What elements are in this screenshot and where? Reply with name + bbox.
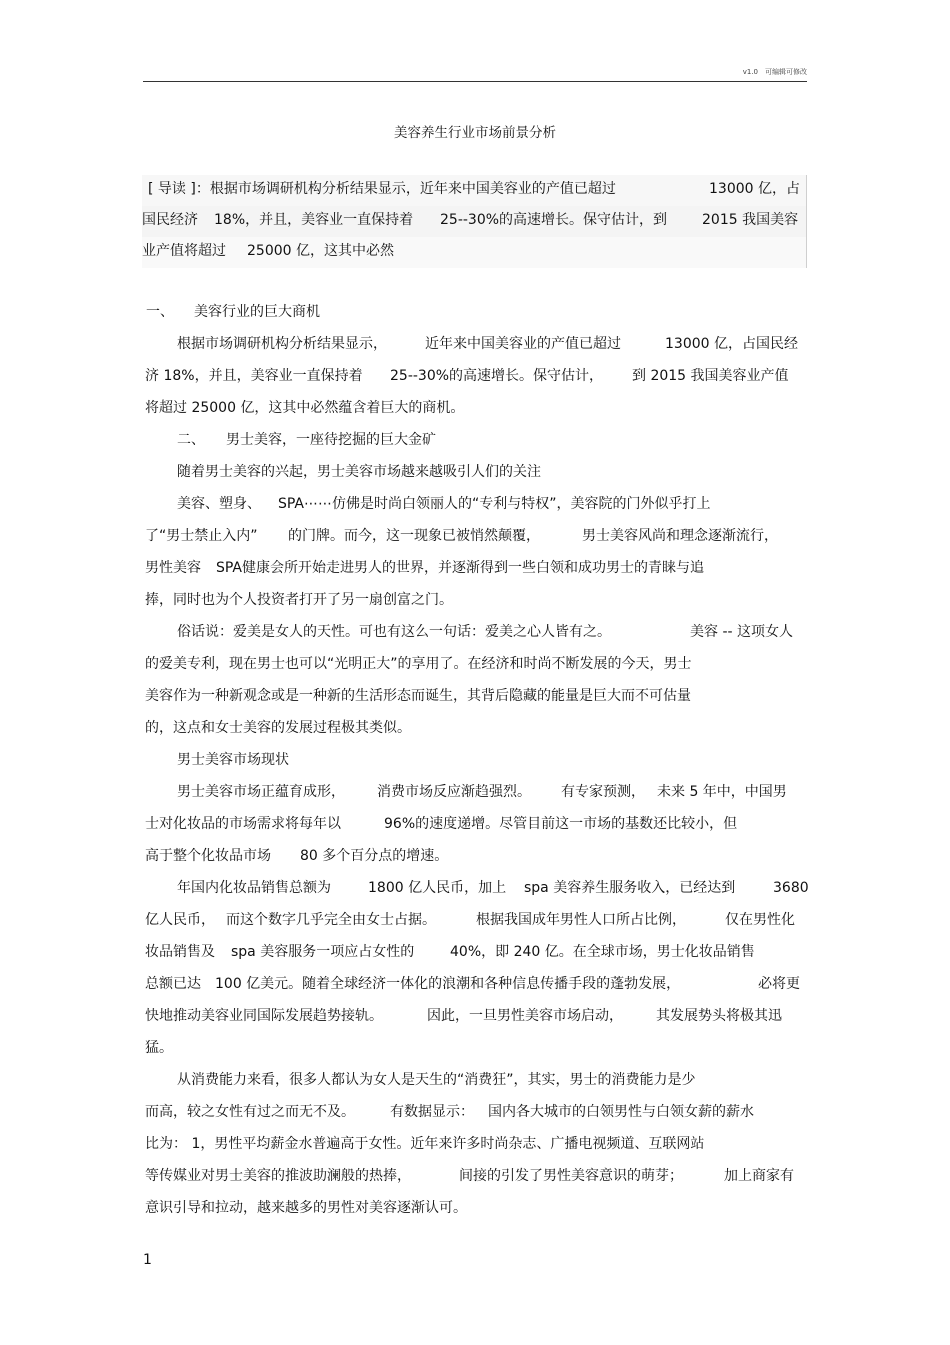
lead-text: 25--30%的高速增长。保守估计，到 bbox=[440, 212, 668, 228]
body-text: 到 2015 我国美容业产值 bbox=[632, 368, 789, 384]
body-text: 年国内化妆品销售总额为 bbox=[177, 880, 331, 896]
body-text: 的爱美专利，现在男士也可以“光明正大”的享用了。在经济和时尚不断发展的今天，男士 bbox=[145, 656, 692, 672]
body-text: 根据我国成年男性人口所占比例， bbox=[476, 912, 686, 928]
body-text: 俗话说：爱美是女人的天性。可也有这么一句话：爱美之心人皆有之。 bbox=[177, 624, 611, 640]
body-text: 亿人民币， bbox=[145, 912, 215, 928]
body-text: 25--30%的高速增长。保守估计， bbox=[390, 368, 604, 384]
body-text: 消费市场反应渐趋强烈。 bbox=[377, 784, 531, 800]
body-text: 士对化妆品的市场需求将每年以 bbox=[145, 816, 341, 832]
body-text: 猛。 bbox=[145, 1040, 173, 1056]
body-text: 捧，同时也为个人投资者打开了另一扇创富之门。 bbox=[145, 592, 453, 608]
lead-text: 业产值将超过 bbox=[142, 243, 226, 259]
body-text: 因此，一旦男性美容市场启动， bbox=[427, 1008, 623, 1024]
body-text: 13000 亿，占国民经 bbox=[665, 336, 798, 352]
body-text: 等传媒业对男士美容的推波助澜般的热捧， bbox=[145, 1168, 411, 1184]
body-text: 高于整个化妆品市场 bbox=[145, 848, 271, 864]
body-text: 间接的引发了男性美容意识的萌芽； bbox=[459, 1168, 683, 1184]
body-text: 100 亿美元。随着全球经济一体化的浪潮和各种信息传播手段的蓬勃发展， bbox=[215, 976, 681, 992]
body-text: 总额已达 bbox=[145, 976, 201, 992]
body-text: 男性美容 bbox=[145, 560, 201, 576]
body-text: 济 18%，并且，美容业一直保持着 bbox=[145, 368, 363, 384]
body-text: 仅在男性化 bbox=[725, 912, 795, 928]
lead-line bbox=[142, 237, 807, 268]
body-text: 有数据显示： bbox=[390, 1104, 474, 1120]
body-text: 1800 亿人民币，加上 bbox=[368, 880, 507, 896]
body-text: 必将更 bbox=[758, 976, 800, 992]
body-text: 加上商家有 bbox=[724, 1168, 794, 1184]
lead-line bbox=[142, 175, 807, 206]
body-text: 男士美容市场正蕴育成形， bbox=[177, 784, 345, 800]
section-heading: 男士美容，一座待挖掘的巨大金矿 bbox=[226, 432, 436, 448]
body-text: 美容作为一种新观念或是一种新的生活形态而诞生，其背后隐藏的能量是巨大而不可估量 bbox=[145, 688, 691, 704]
body-text: 将超过 25000 亿，这其中必然蕴含着巨大的商机。 bbox=[145, 400, 465, 416]
lead-box bbox=[142, 175, 807, 268]
body-text: 从消费能力来看，很多人都认为女人是天生的“消费狂”，其实，男士的消费能力是少 bbox=[177, 1072, 696, 1088]
lead-text: 国民经济 bbox=[142, 212, 198, 228]
lead-text: 13000 亿，占 bbox=[709, 181, 800, 197]
body-text: 近年来中国美容业的产值已超过 bbox=[425, 336, 621, 352]
page-number: 1 bbox=[143, 1252, 152, 1268]
lead-line bbox=[142, 206, 807, 237]
body-text: 未来 5 年中，中国男 bbox=[657, 784, 787, 800]
section-number: 一、 bbox=[146, 304, 174, 320]
body-text: 快地推动美容业同国际发展趋势接轨。 bbox=[145, 1008, 383, 1024]
body-text: 有专家预测， bbox=[561, 784, 645, 800]
lead-text: [ 导读 ]：根据市场调研机构分析结果显示，近年来中国美容业的产值已超过 bbox=[148, 181, 616, 197]
body-text: 其发展势头将极其迅 bbox=[656, 1008, 782, 1024]
body-text: 96%的速度递增。尽管目前这一市场的基数还比较小，但 bbox=[384, 816, 738, 832]
body-text: 而高，较之女性有过之而无不及。 bbox=[145, 1104, 355, 1120]
section-number: 二、 bbox=[177, 432, 205, 448]
body-text: 根据市场调研机构分析结果显示， bbox=[177, 336, 387, 352]
body-text: 3680 bbox=[773, 880, 809, 896]
body-text: 40%，即 240 亿。在全球市场，男士化妆品销售 bbox=[450, 944, 755, 960]
body-text: spa 美容服务一项应占女性的 bbox=[231, 944, 415, 960]
body-text: SPA⋯⋯仿佛是时尚白领丽人的“专利与特权”，美容院的门外似乎打上 bbox=[278, 496, 711, 512]
lead-text: 25000 亿，这其中必然 bbox=[247, 243, 394, 259]
body-text: 了“男士禁止入内” bbox=[145, 528, 258, 544]
header-rule bbox=[143, 81, 807, 82]
body-text: 美容、塑身、 bbox=[177, 496, 261, 512]
body-text: 男士美容风尚和理念逐渐流行， bbox=[582, 528, 778, 544]
body-text: 妆品销售及 bbox=[145, 944, 215, 960]
body-text: 比为： 1，男性平均薪金水普遍高于女性。近年来许多时尚杂志、广播电视频道、互联网站 bbox=[145, 1136, 705, 1152]
body-text: 意识引导和拉动，越来越多的男性对美容逐渐认可。 bbox=[145, 1200, 467, 1216]
sub-heading: 男士美容市场现状 bbox=[177, 752, 289, 768]
body-text: SPA健康会所开始走进男人的世界，并逐渐得到一些白领和成功男士的青睐与追 bbox=[216, 560, 705, 576]
lead-text: 18%，并且，美容业一直保持着 bbox=[214, 212, 414, 228]
body-text: 80 多个百分点的增速。 bbox=[300, 848, 449, 864]
body-text: 随着男士美容的兴起，男士美容市场越来越吸引人们的关注 bbox=[177, 464, 541, 480]
body-text: spa 美容养生服务收入，已经达到 bbox=[524, 880, 736, 896]
version-note: v1.0 可编辑可修改 bbox=[742, 68, 807, 76]
document-title: 美容养生行业市场前景分析 bbox=[394, 125, 556, 141]
body-text: 的门牌。而今，这一现象已被悄然颠覆， bbox=[288, 528, 540, 544]
lead-text: 2015 我国美容 bbox=[702, 212, 799, 228]
body-text: 美容 -- 这项女人 bbox=[690, 624, 794, 640]
body-text: 的，这点和女士美容的发展过程极其类似。 bbox=[145, 720, 411, 736]
body-text: 而这个数字几乎完全由女士占据。 bbox=[226, 912, 436, 928]
section-heading: 美容行业的巨大商机 bbox=[194, 304, 320, 320]
body-text: 国内各大城市的白领男性与白领女薪的薪水 bbox=[488, 1104, 754, 1120]
